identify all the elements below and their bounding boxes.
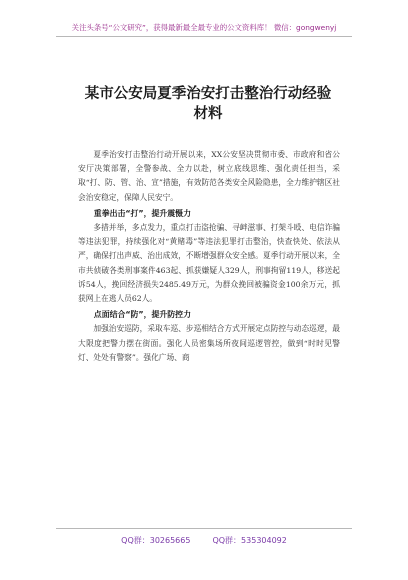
- intro-paragraph: 夏季治安打击整治行动开展以来，XX公安坚决贯彻市委、市政府和省公安厅决策部署，全警参战、全力以赴，树立底线思维、强化责任担当，采取“打、防、管、治、宣”措施，有效防范各类安全风险隐患，全力维护辖区社会治安稳定，保障人民安宁。: [78, 150, 340, 202]
- header-banner: 关注头条号“公文研究”，获得最新最全最专业的公文资料库！ 微信：gongwenyj: [71, 23, 337, 32]
- header-divider: [56, 36, 352, 37]
- footer-qq-group-2: QQ群：535304092: [212, 536, 287, 545]
- section-heading-prevent: 点面结合“防”，提升防控力: [93, 310, 191, 320]
- section-paragraph-prevent: 加强治安巡防，采取车巡、步巡相结合方式开展定点防控与动态巡逻，最大限度把警力摆在街面。强化人员密集场所夜间巡逻管控，做到“时时见警灯、处处有警察”。强化广场、商: [78, 324, 340, 362]
- section-paragraph-strike: 多措并举，多点发力，重点打击盗抢骗、寻衅滋事、打架斗殴、电信诈骗等违法犯罪，持续强化对“黄赌毒”等违法犯罪打击整治，快查快处、依法从严，确保打出声威、治出成效，不断增强群众安全感。夏季行动开展以来，全市共侦破各类刑事案件463起、抓获嫌疑人329人，刑事拘留119人，移送起诉54人，挽回经济损失2485.49万元，为群众挽回被骗资金100余万元，抓获网上在逃人员62人。: [78, 223, 340, 304]
- section-heading-strike: 重拳出击“打”，提升震慑力: [93, 208, 191, 218]
- footer-divider: [56, 528, 352, 529]
- footer-contacts: [0, 535, 408, 546]
- document-title: 某市公安局夏季治安打击整治行动经验材料: [84, 86, 332, 122]
- footer-qq-group-1: QQ群：30265665: [121, 536, 191, 545]
- document-body: [78, 148, 340, 365]
